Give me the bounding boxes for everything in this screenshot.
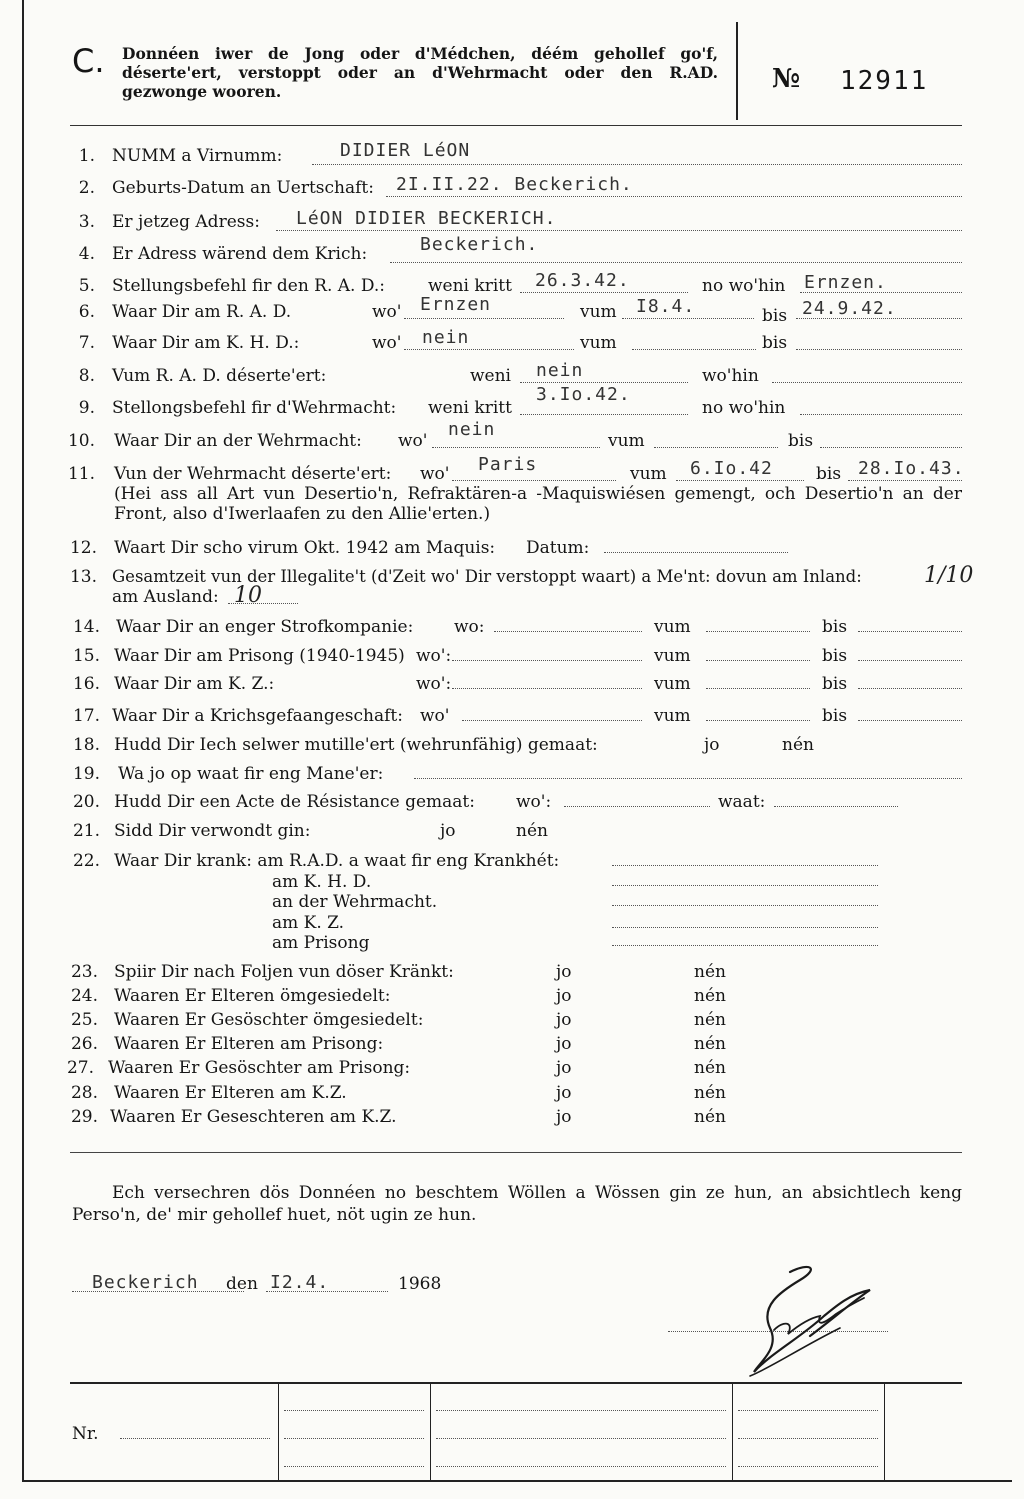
wo-label: wo' — [420, 706, 450, 726]
answer-line — [612, 905, 878, 906]
answer-line — [632, 349, 756, 350]
table-line — [738, 1410, 878, 1411]
item-label: Hudd Dir een Acte de Résistance gemaat: — [114, 792, 475, 812]
answer-line — [858, 720, 962, 721]
datum-label: Datum: — [526, 538, 590, 558]
answer-line — [706, 660, 810, 661]
nen-option[interactable]: nén — [694, 1010, 726, 1030]
item-label: Wa jo op waat fir eng Mane'er: — [118, 764, 384, 784]
item-number: 3. — [78, 212, 95, 232]
table-line — [436, 1466, 726, 1467]
form-title: Donnéen iwer de Jong oder d'Médchen, déém gehollef go'f, déserte'ert, verstoppt oder an d'Wehrmacht oder den R.AD. gezwonge wooren. — [122, 44, 718, 101]
item-label: Waar Dir am R. A. D. — [112, 302, 292, 322]
vum-label: vum — [654, 646, 691, 666]
waat-label: waat: — [718, 792, 766, 812]
jo-option[interactable]: jo — [704, 735, 720, 755]
vum-label: vum — [608, 431, 645, 451]
where-label: no wo'hin — [702, 276, 786, 296]
answer-line — [858, 688, 962, 689]
item-number: 17. — [72, 706, 100, 726]
khd-place[interactable]: nein — [422, 327, 470, 348]
answer-line — [820, 447, 962, 448]
item-label: Gesamtzeit vun der Illegalite't (d'Zeit wo' Dir verstoppt waart) a Me'nt: dovun am Inland: — [112, 567, 862, 586]
when-label: weni — [470, 366, 511, 386]
item-label: Waar Dir am K. H. D.: — [112, 333, 300, 353]
item-number: 5. — [78, 276, 95, 296]
item-number: 13. — [69, 567, 97, 587]
jo-option[interactable]: jo — [556, 962, 572, 982]
sub-label-khd: am K. H. D. — [272, 872, 372, 892]
answer-line — [414, 778, 962, 779]
answer-line — [520, 382, 688, 383]
answer-line — [452, 660, 642, 661]
jo-option[interactable]: jo — [440, 821, 456, 841]
nen-option[interactable]: nén — [782, 735, 814, 755]
answer-line — [800, 414, 962, 415]
item-number: 12. — [69, 538, 97, 558]
item-label: Vum R. A. D. déserte'ert: — [112, 366, 327, 386]
table-line — [738, 1438, 878, 1439]
year-value: 1968 — [398, 1274, 442, 1294]
answer-line — [848, 480, 962, 481]
wehrmacht-order-date[interactable]: 3.Io.42. — [536, 384, 631, 405]
answer-line — [706, 688, 810, 689]
item-number: 20. — [72, 792, 100, 812]
desert-from[interactable]: 6.Io.42 — [690, 458, 773, 479]
separator — [70, 1152, 962, 1153]
answer-line — [612, 865, 878, 866]
header-divider — [736, 22, 738, 120]
answer-line — [612, 927, 878, 928]
item-number: 6. — [78, 302, 95, 322]
table-line — [738, 1466, 878, 1467]
item-number: 28. — [70, 1083, 98, 1103]
bis-label: bis — [762, 306, 788, 326]
vum-label: vum — [654, 617, 691, 637]
answer-line — [858, 660, 962, 661]
nen-option[interactable]: nén — [694, 1083, 726, 1103]
table-top-rule — [70, 1382, 962, 1384]
bis-label: bis — [822, 646, 848, 666]
nen-option[interactable]: nén — [694, 986, 726, 1006]
item-number: 9. — [78, 398, 95, 418]
item-number: 7. — [78, 333, 95, 353]
item-label: Stellungsbefehl fir den R. A. D.: — [112, 276, 386, 296]
item-label: Spiir Dir nach Foljen vun döser Kränkt: — [114, 962, 454, 982]
where-label: no wo'hin — [702, 398, 786, 418]
jo-option[interactable]: jo — [556, 1083, 572, 1103]
where-label: wo'hin — [702, 366, 759, 386]
item-number: 29. — [70, 1107, 98, 1127]
item-number: 19. — [72, 764, 100, 784]
item-11-note: (Hei ass all Art vun Desertio'n, Refraktären-a -Maquiswiésen gemengt, och Desertio'n an der Front, also d'Iwerlaafen zu den Allie'erten.) — [114, 484, 962, 524]
answer-line — [432, 447, 600, 448]
wo-label: wo': — [516, 792, 552, 812]
sub-label-kz: am K. Z. — [272, 913, 345, 933]
nen-option[interactable]: nén — [694, 1034, 726, 1054]
item-label: NUMM a Virnumm: — [112, 146, 283, 166]
wo-label: wo' — [398, 431, 428, 451]
nr-label: Nr. — [72, 1424, 99, 1444]
form-number: 12911 — [840, 66, 929, 96]
date-value[interactable]: I2.4. — [270, 1272, 330, 1293]
ausland-label: am Ausland: — [112, 587, 219, 607]
vum-label: vum — [654, 706, 691, 726]
birth-value[interactable]: 2I.II.22. Beckerich. — [396, 174, 633, 195]
rad-order-place[interactable]: Ernzen. — [804, 272, 887, 293]
table-column-divider — [884, 1382, 885, 1480]
item-number: 27. — [66, 1058, 94, 1078]
item-label: Stellongsbefehl fir d'Wehrmacht: — [112, 398, 397, 418]
rad-to[interactable]: 24.9.42. — [802, 298, 897, 319]
item-label: Waaren Er Elteren am Prisong: — [114, 1034, 384, 1054]
answer-line — [612, 885, 878, 886]
sub-label-prisong: am Prisong — [272, 933, 370, 953]
vum-label: vum — [654, 674, 691, 694]
item-number: 14. — [72, 617, 100, 637]
den-label: den — [226, 1274, 258, 1294]
rad-place[interactable]: Ernzen — [420, 294, 492, 315]
bis-label: bis — [816, 464, 842, 484]
rad-from[interactable]: I8.4. — [636, 296, 696, 317]
nr-line — [120, 1438, 270, 1439]
item-label: Waar Dir am K. Z.: — [114, 674, 275, 694]
war-address-value[interactable]: Beckerich. — [420, 234, 539, 255]
nen-option[interactable]: nén — [694, 1107, 726, 1127]
number-label: № — [772, 64, 801, 94]
answer-line — [564, 806, 710, 807]
vum-label: vum — [580, 333, 617, 353]
wo-label: wo' — [372, 302, 402, 322]
wo-label: wo: — [454, 617, 485, 637]
item-number: 11. — [67, 464, 95, 484]
item-label: Er jetzeg Adress: — [112, 212, 260, 232]
item-number: 26. — [70, 1034, 98, 1054]
table-column-divider — [278, 1382, 279, 1480]
answer-line — [772, 382, 962, 383]
answer-line — [386, 196, 962, 197]
rad-order-date[interactable]: 26.3.42. — [535, 270, 630, 291]
place-value[interactable]: Beckerich — [92, 1272, 199, 1293]
answer-line — [858, 631, 962, 632]
answer-line — [604, 552, 788, 553]
when-label: weni kritt — [428, 276, 512, 296]
declaration-text: Ech versechren dös Donnéen no beschtem Wöllen a Wössen gin ze hun, an absichtlech keng Perso'n, de' mir gehollef huet, nöt ugin ze hun. — [72, 1183, 962, 1225]
answer-line — [494, 631, 642, 632]
jo-option[interactable]: jo — [556, 1010, 572, 1030]
address-value[interactable]: LéON DIDIER BECKERICH. — [296, 208, 557, 229]
answer-line — [390, 262, 962, 263]
item-label: Waar Dir am Prisong (1940-1945) — [114, 646, 405, 666]
answer-line — [452, 688, 642, 689]
item-label: Hudd Dir Iech selwer mutille'ert (wehrunfähig) gemaat: — [114, 735, 598, 755]
item-label: Waaren Er Gesöschter am Prisong: — [108, 1058, 411, 1078]
item-number: 21. — [72, 821, 100, 841]
item-number: 2. — [78, 178, 95, 198]
sub-label-wehrmacht: an der Wehrmacht. — [272, 892, 438, 912]
bis-label: bis — [762, 333, 788, 353]
item-label: Waar Dir krank: am R.A.D. a waat fir eng Krankhét: — [114, 851, 560, 871]
answer-line — [622, 318, 754, 319]
vum-label: vum — [580, 302, 617, 322]
bis-label: bis — [822, 617, 848, 637]
answer-line — [404, 318, 564, 319]
answer-line — [654, 447, 778, 448]
wo-label: wo' — [420, 464, 450, 484]
item-number: 1. — [78, 146, 95, 166]
nen-option[interactable]: nén — [694, 1058, 726, 1078]
item-number: 8. — [78, 366, 95, 386]
name-value[interactable]: DIDIER LéON — [340, 140, 471, 161]
bis-label: bis — [822, 706, 848, 726]
answer-line — [312, 164, 962, 165]
answer-line — [774, 806, 898, 807]
item-number: 18. — [72, 735, 100, 755]
jo-option[interactable]: jo — [556, 1107, 572, 1127]
item-label: Waaren Er Elteren am K.Z. — [114, 1083, 347, 1103]
wo-label: wo' — [372, 333, 402, 353]
item-number: 4. — [78, 244, 95, 264]
answer-line — [520, 414, 688, 415]
item-label: Geburts-Datum an Uertschaft: — [112, 178, 374, 198]
answer-line — [676, 480, 804, 481]
item-number: 24. — [70, 986, 98, 1006]
answer-line — [462, 720, 642, 721]
nen-option[interactable]: nén — [694, 962, 726, 982]
bis-label: bis — [822, 674, 848, 694]
wo-label: wo': — [416, 674, 452, 694]
wo-label: wo': — [416, 646, 452, 666]
table-column-divider — [732, 1382, 733, 1480]
answer-line — [706, 631, 810, 632]
table-line — [436, 1438, 726, 1439]
ausland-value[interactable]: 10 — [234, 583, 262, 608]
table-line — [284, 1410, 424, 1411]
table-column-divider — [430, 1382, 431, 1480]
nen-option[interactable]: nén — [516, 821, 548, 841]
item-number: 25. — [70, 1010, 98, 1030]
item-number: 15. — [72, 646, 100, 666]
section-letter: C. — [72, 42, 105, 80]
item-number: 16. — [72, 674, 100, 694]
answer-line — [452, 480, 616, 481]
when-label: weni kritt — [428, 398, 512, 418]
item-label: Waaren Er Geseschteren am K.Z. — [110, 1107, 397, 1127]
item-label: Sidd Dir verwondt gin: — [114, 821, 311, 841]
page-border-bottom — [22, 1480, 1012, 1482]
table-line — [284, 1438, 424, 1439]
answer-line — [796, 349, 962, 350]
item-label: Vun der Wehrmacht déserte'ert: — [114, 464, 392, 484]
item-label: Waar Dir an enger Strofkompanie: — [116, 617, 414, 637]
answer-line — [706, 720, 810, 721]
item-label: Waar Dir an der Wehrmacht: — [114, 431, 362, 451]
answer-line — [520, 292, 688, 293]
item-label: Er Adress wärend dem Krich: — [112, 244, 368, 264]
jo-option[interactable]: jo — [556, 1058, 572, 1078]
desert-place[interactable]: Paris — [478, 454, 538, 475]
vum-label: vum — [630, 464, 667, 484]
table-line — [436, 1410, 726, 1411]
answer-line — [404, 349, 574, 350]
item-number: 10. — [67, 431, 95, 451]
item-label: Waaren Er Elteren ömgesiedelt: — [114, 986, 391, 1006]
header-rule — [70, 125, 962, 126]
answer-line — [276, 230, 962, 231]
answer-line — [612, 945, 878, 946]
bis-label: bis — [788, 431, 814, 451]
wehrmacht-place[interactable]: nein — [448, 419, 496, 440]
item-label: Waaren Er Gesöschter ömgesiedelt: — [114, 1010, 424, 1030]
signature-icon — [740, 1258, 900, 1380]
item-label: Waart Dir scho virum Okt. 1942 am Maquis: — [114, 538, 496, 558]
jo-option[interactable]: jo — [556, 986, 572, 1006]
item-number: 23. — [70, 962, 98, 982]
jo-option[interactable]: jo — [556, 1034, 572, 1054]
page-border-left — [22, 0, 24, 1482]
item-number: 22. — [72, 851, 100, 871]
item-label: Waar Dir a Krichsgefaangeschaft: — [112, 706, 403, 726]
desert-to[interactable]: 28.Io.43. — [858, 458, 965, 479]
rad-desert-when[interactable]: nein — [536, 360, 584, 381]
table-line — [284, 1466, 424, 1467]
inland-value[interactable]: 1/10 — [924, 563, 974, 588]
